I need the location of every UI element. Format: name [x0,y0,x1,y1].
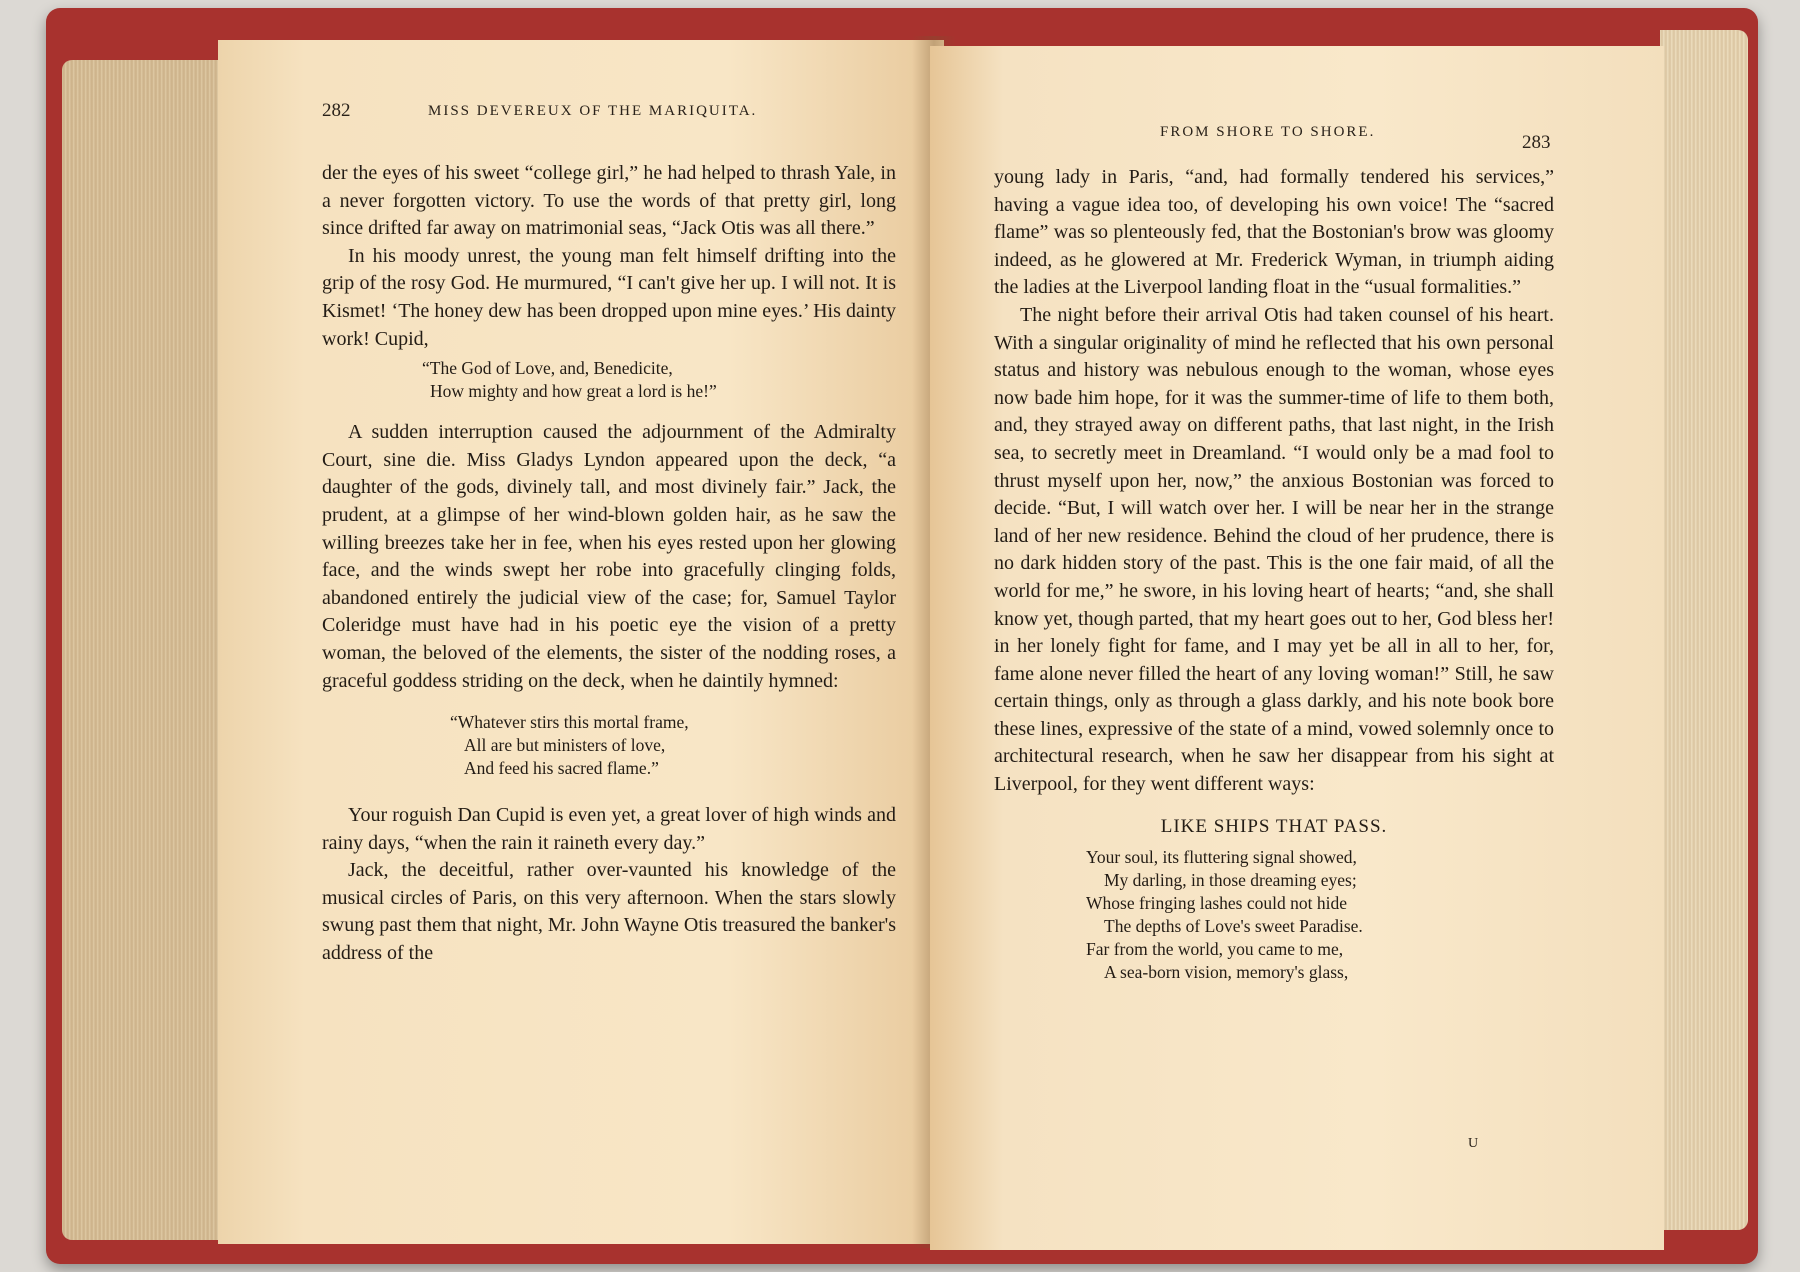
left-verse-2 [322,711,896,780]
poem-title: LIKE SHIPS THAT PASS. [1160,815,1388,837]
spacer [322,403,896,419]
poem-line: Your soul, its fluttering signal showed, [1086,847,1357,868]
right-page-body [994,164,1554,984]
poem-line: Far from the world, you came to me, [1086,939,1344,960]
right-running-head: FROM SHORE TO SHORE. [1160,124,1376,140]
left-page-number: 282 [322,100,351,121]
left-paragraph: In his moody unrest, the young man felt himself drifting into the grip of the rosy God. He murmured, “I can't give her up. I will not. It is Kismet! ‘The honey dew has been dropped upon mine eyes.’ His dainty work! Cupid, [322,244,896,350]
poem-line: My darling, in those dreaming eyes; [1104,870,1357,891]
left-paragraph: Jack, the deceitful, rather over-vaunted his knowledge of the musical circles of Paris, on this very afternoon. When the stars slowly swung past them that night, Mr. John Wayne Otis treasured the banker's address of the [322,859,896,965]
poem [994,846,1554,984]
poem-line: A sea-born vision, memory's glass, [1104,962,1349,983]
poem-line: The depths of Love's sweet Paradise. [1104,916,1363,937]
right-page-number: 283 [1522,132,1551,153]
verse-line: And feed his sacred flame.” [464,758,659,779]
left-paragraph: Your roguish Dan Cupid is even yet, a great lover of high winds and rainy days, “when the rain it raineth every day.” [322,804,896,854]
spacer [322,695,896,711]
verse-line: “The God of Love, and, Benedicite, [422,358,673,379]
signature-mark: U [1468,1136,1479,1151]
left-page-body [322,160,896,968]
verse-line: All are but ministers of love, [464,735,666,756]
verse-line: How mighty and how great a lord is he!” [430,381,717,402]
spacer [322,780,896,802]
left-verse-1 [322,357,896,403]
left-running-head: MISS DEVEREUX OF THE MARIQUITA. [428,103,758,119]
right-page-edges [1660,30,1748,1230]
left-page [218,40,944,1244]
left-page-edges [62,60,242,1240]
verse-line: “Whatever stirs this mortal frame, [450,712,689,733]
poem-line: Whose fringing lashes could not hide [1086,893,1347,914]
right-paragraph: The night before their arrival Otis had taken counsel of his heart. With a singular originality of mind he reflected that his own personal status and history was nebulous enough to the woman, whose eyes now bade him hope, for it was the summer-time of life to them both, and, they strayed away on different paths, that last night, in the Irish sea, to secretly meet in Dreamland. “I would only be a mad fool to thrust myself upon her, now,” the anxious Bostonian was forced to decide. “But, I will watch over her. I will be near her in the strange land of her new residence. Behind the cloud of her prudence, there is no dark hidden story of the past. This is the one fair maid, of all the world for me,” he swore, in his loving heart of hearts; “and, she shall know yet, though parted, that my heart goes out to her, God bless her! in her lonely fight for fame, and I may yet be all in all to her, for, fame alone never filled the heart of any loving woman!” Still, he saw certain things, only as through a glass darkly, and his note book bore these lines, expressive of the state of a mind, vowed solemnly once to architectural research, when he saw her disappear from his sight at Liverpool, for they went different ways: [994,303,1554,796]
left-paragraph: der the eyes of his sweet “college girl,” he had helped to thrash Yale, in a never forgotten victory. To use the words of that pretty girl, long since drifted far away on matrimonial seas, “Jack Otis was all there.” [322,162,896,240]
right-page [930,46,1664,1250]
right-paragraph: young lady in Paris, “and, had formally tendered his services,” having a vague idea too, of developing his own voice! The “sacred flame” was so plenteously fed, that the Bostonian's brow was gloomy indeed, as he glowered at Mr. Frederick Wyman, in triumph aiding the ladies at the Liverpool landing float in the “usual formalities.” [994,166,1554,299]
left-paragraph: A sudden interruption caused the adjournment of the Admiralty Court, sine die. Miss Gladys Lyndon appeared upon the deck, “a daughter of the gods, divinely tall, and most divinely fair.” Jack, the prudent, at a glimpse of her wind-blown golden hair, as he saw the willing breezes take her in fee, when his eyes rested upon her glowing face, and the winds swept her robe into gracefully clinging folds, abandoned entirely the judicial view of the case; for, Samuel Taylor Coleridge must have had in his poetic eye the vision of a pretty woman, the beloved of the elements, the sister of the nodding roses, a graceful goddess striding on the deck, when he daintily hymned: [322,421,896,692]
